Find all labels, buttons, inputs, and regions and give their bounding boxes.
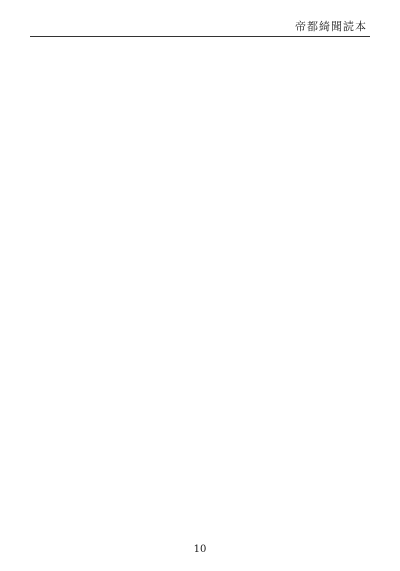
header-rule <box>30 36 370 37</box>
lower-text-block <box>32 302 368 534</box>
running-header: 帝都綺聞読本 <box>295 20 367 33</box>
page-number: 10 <box>193 544 207 555</box>
upper-text-block <box>32 48 368 290</box>
